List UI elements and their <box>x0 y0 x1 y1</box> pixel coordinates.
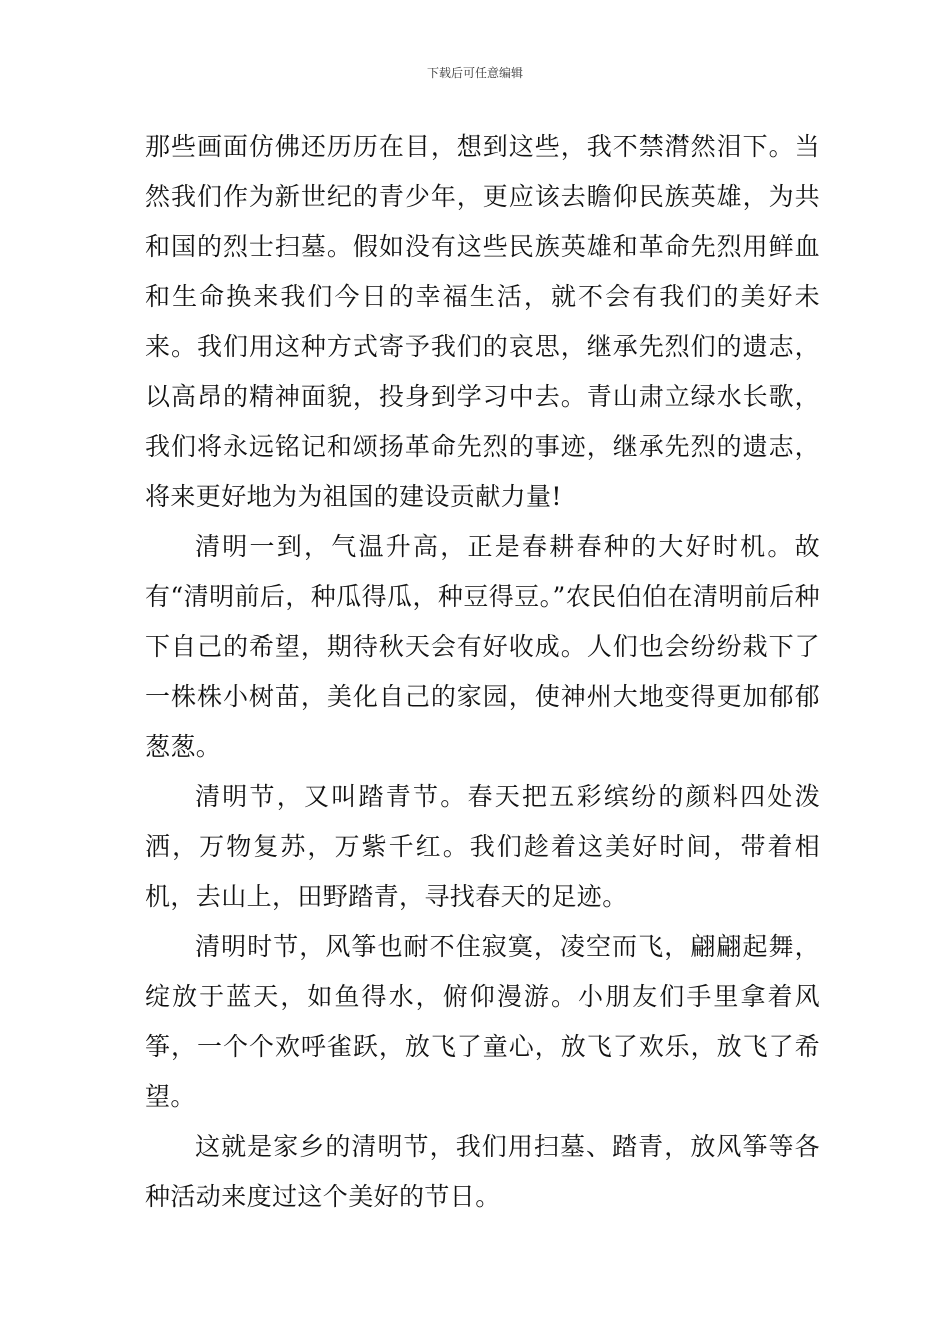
paragraph-2: 清明一到，气温升高，正是春耕春种的大好时机。故有“清明前后，种瓜得瓜，种豆得豆。”农民伯伯在清明前后种下自己的希望，期待秋天会有好收成。人们也会纷纷栽下了一株株小树苗，美化自己的家园，使神州大地变得更加郁郁葱葱。 <box>145 532 820 761</box>
paragraph-4: 清明时节，风筝也耐不住寂寞，凌空而飞，翩翩起舞，绽放于蓝天，如鱼得水，俯仰漫游。小朋友们手里拿着风筝，一个个欢呼雀跃，放飞了童心，放飞了欢乐，放飞了希望。 <box>145 932 820 1111</box>
paragraph-1: 那些画面仿佛还历历在目，想到这些，我不禁潸然泪下。当然我们作为新世纪的青少年，更应该去瞻仰民族英雄，为共和国的烈士扫墓。假如没有这些民族英雄和革命先烈用鲜血和生命换来我们今日的幸福生活，就不会有我们的美好未来。我们用这种方式寄予我们的哀思，继承先烈们的遗志，以高昂的精神面貌，投身到学习中去。青山肃立绿水长歌，我们将永远铭记和颂扬革命先烈的事迹，继承先烈的遗志，将来更好地为为祖国的建设贡献力量! <box>145 132 820 511</box>
page-header: 下载后可任意编辑 <box>426 66 523 80</box>
document-body <box>145 122 820 1222</box>
paragraph-3: 清明节，又叫踏青节。春天把五彩缤纷的颜料四处泼洒，万物复苏，万紫千红。我们趁着这美好时间，带着相机，去山上，田野踏青，寻找春天的足迹。 <box>145 782 820 911</box>
paragraph-5: 这就是家乡的清明节，我们用扫墓、踏青，放风筝等各种活动来度过这个美好的节日。 <box>145 1132 820 1211</box>
